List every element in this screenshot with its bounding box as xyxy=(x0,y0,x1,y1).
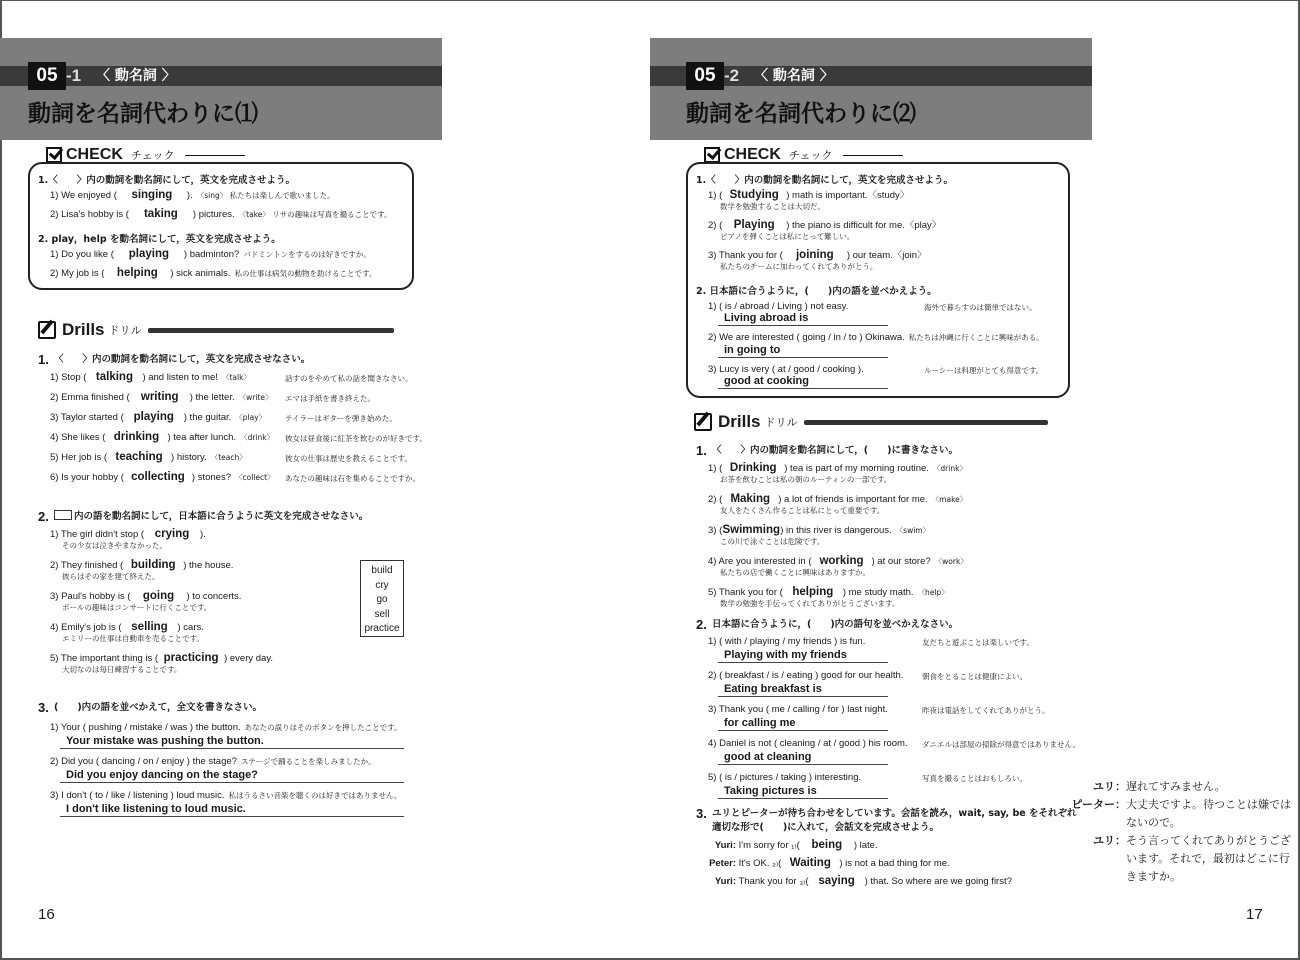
drills-q1-item-5: 5) Thank you for ( helping ) me study math. 〈help〉 xyxy=(708,586,949,598)
check-q1-item-3: 3) Thank you for ( joining ) our team.〈join〉 xyxy=(708,249,927,261)
lesson-sub-number: -1 xyxy=(66,66,82,85)
drills-q2-item-2: 2) They finished ( building ) the house. xyxy=(50,559,234,571)
drills-q3-answer-2: Did you enjoy dancing on the stage? xyxy=(60,768,404,783)
drills-q1-number: 1. xyxy=(696,443,707,458)
check-q2-item-3: 3) Lucy is very ( at / good / cooking ). xyxy=(708,364,864,375)
translation-line: ピーター：大丈夫ですよ。待つことは嫌では xyxy=(1071,798,1291,811)
drills-q3-instruction-line-1: ユリとピーターが待ち合わせをしています。会話を読み，wait, say, be をそれぞれ xyxy=(712,808,1077,819)
drills-q3-item-1: 1) Your ( pushing / mistake / was ) the button. あなたの誤りはそのボタンを押したことです。 xyxy=(50,722,402,733)
drills-q2-item-4: 4) Emily's job is ( selling ) cars. xyxy=(50,621,204,633)
check-q2-answer-3: good at cooking xyxy=(718,374,888,389)
check-q2-item-1: 1) Do you like ( playing ) badminton? バドミントンをするのは好きですか。 xyxy=(50,248,371,260)
lesson-title: 動詞を名詞代わりに⑵ xyxy=(686,101,916,127)
right-page xyxy=(650,0,1300,960)
word-choice-box xyxy=(360,560,404,637)
lesson-sub-number: -2 xyxy=(724,66,740,85)
drills-q3-number: 3. xyxy=(696,806,707,821)
drills-q2-number: 2. xyxy=(38,509,49,524)
drills-q2-item-3-jp: ポールの趣味はコンサートに行くことです。 xyxy=(62,603,212,612)
drills-q2-item-2: 2) ( breakfast / is / eating ) good for our health. xyxy=(708,670,904,681)
word-choice: practice xyxy=(364,623,400,634)
drills-q2-item-1-jp: 友だちと遊ぶことは楽しいです。 xyxy=(922,638,1034,647)
drills-q1-item-4-jp: 彼女は昼食後に紅茶を飲むのが好きです。 xyxy=(285,434,427,443)
drills-q1-item-1-jp: お茶を飲むことは私の朝のルーティンの一部です。 xyxy=(720,475,892,484)
drills-q3-number: 3. xyxy=(38,700,49,715)
check-q2-item-1-jp: 海外で暮らすのは簡単ではない。 xyxy=(924,303,1037,312)
translation-line: ないので。 xyxy=(1126,816,1181,829)
translation-line: きますか。 xyxy=(1126,870,1181,883)
check-q2-instruction: 2. play，help を動名詞にして，英文を完成させよう。 xyxy=(38,234,281,245)
drills-q2-item-2-jp: 彼らはその家を建て終えた。 xyxy=(62,572,160,581)
drills-q2-item-4: 4) Daniel is not ( cleaning / at / good ) his room. xyxy=(708,738,908,749)
drills-heading xyxy=(38,320,394,340)
drills-q1-item-1: 1) Stop ( talking ) and listen to me! 〈talk〉 xyxy=(50,371,251,383)
check-q1-item-1: 1) ( Studying ) math is important.〈study〉 xyxy=(708,189,910,201)
check-heading-rule xyxy=(185,155,245,156)
drills-q1-item-6: 6) Is your hobby ( collecting ) stones? 〈collect〉 xyxy=(50,471,275,483)
drills-q3-instruction: ( )内の語を並べかえて，全文を書きなさい。 xyxy=(54,702,262,713)
drills-q1-item-4-jp: 私たちの店で働くことに興味はありますか。 xyxy=(720,568,870,577)
translation-line: ユリ：遅れてすみません。 xyxy=(1093,780,1226,793)
check-q1-item-2: 2) Lisa's hobby is ( taking ) pictures. 〈take〉 リサの趣味は写真を撮ることです。 xyxy=(50,208,392,220)
word-box-symbol xyxy=(54,510,72,520)
drills-q2-item-5-jp: 大切なのは毎日練習することです。 xyxy=(62,665,182,674)
drills-heading xyxy=(694,412,1048,432)
dialog-translation xyxy=(1070,778,1291,886)
drills-q2-answer-2: Eating breakfast is xyxy=(718,682,888,697)
drills-q1-item-3-jp: この川で泳ぐことは危険です。 xyxy=(720,537,825,546)
check-q2-item-1: 1) ( is / abroad / Living ) not easy. xyxy=(708,301,849,312)
drills-q3-instruction-line-2: 適切な形で( )に入れて，会話文を完成させよう。 xyxy=(712,822,939,833)
page-number: 16 xyxy=(38,906,55,923)
pencil-note-icon xyxy=(38,321,56,339)
check-q2-answer-1: Living abroad is xyxy=(718,311,888,326)
lesson-number: 05 xyxy=(686,62,724,90)
lesson-category: 〈 動名詞 〉 xyxy=(96,68,176,84)
drills-q1-item-3: 3) (Swimming) in this river is dangerous. 〈swim〉 xyxy=(708,524,931,536)
drills-q3-item-2: 2) Did you ( dancing / on / enjoy ) the stage? ステージで踊ることを楽しみましたか。 xyxy=(50,756,376,767)
drills-q1-item-2-jp: エマは手紙を書き終えた。 xyxy=(285,394,375,403)
check-heading-rule xyxy=(843,155,903,156)
drills-heading-bar xyxy=(804,420,1048,425)
drills-q2-answer-3: for calling me xyxy=(718,716,888,731)
check-q1-instruction: 1.〈 〉内の動詞を動名詞にして，英文を完成させよう。 xyxy=(38,175,296,186)
check-q2-answer-2: in going to xyxy=(718,343,888,358)
drills-q1-item-5: 5) Her job is ( teaching ) history. 〈teach〉 xyxy=(50,451,247,463)
drills-q1-instruction: 〈 〉内の動詞を動名詞にして，英文を完成させなさい。 xyxy=(54,354,311,365)
check-q1-item-2: 2) ( Playing ) the piano is difficult for me.〈play〉 xyxy=(708,219,942,231)
translation-line: います。それで，最初はどこに行 xyxy=(1126,852,1290,865)
drills-q2-item-3: 3) Thank you ( me / calling / for ) last night. xyxy=(708,704,888,715)
check-heading-label: CHECK xyxy=(724,146,781,163)
drills-q3-item-3: 3) I don't ( to / like / listening ) loud music. 私はうるさい音楽を聴くのは好きではありません。 xyxy=(50,790,402,801)
drills-q3-answer-1: Your mistake was pushing the button. xyxy=(60,734,404,749)
drills-q1-number: 1. xyxy=(38,352,49,367)
drills-q2-item-2-jp: 朝食をとることは健康によい。 xyxy=(922,672,1027,681)
drills-q2-item-1-jp: その少女は泣きやまなかった。 xyxy=(62,541,167,550)
drills-q1-item-2: 2) Emma finished ( writing ) the letter. 〈write〉 xyxy=(50,391,273,403)
word-choice: build xyxy=(371,565,393,576)
drills-q1-item-1-jp: 話すのをやめて私の話を聞きなさい。 xyxy=(285,374,413,383)
drills-q1-item-6-jp: あなたの趣味は石を集めることですか。 xyxy=(285,474,420,483)
checkbox-icon xyxy=(704,147,720,163)
drills-q1-item-4: 4) Are you interested in ( working ) at our store? 〈work〉 xyxy=(708,555,968,567)
dialog-line-3: Yuri: Thank you for ₃₎( saying ) that. So where are we going first? xyxy=(714,875,1012,887)
drills-q1-item-1: 1) ( Drinking ) tea is part of my morning routine. 〈drink〉 xyxy=(708,462,967,474)
drills-q2-answer-1: Playing with my friends xyxy=(718,648,888,663)
drills-heading-label: Drills xyxy=(62,320,105,339)
drills-q2-item-1: 1) The girl didn't stop ( crying ). xyxy=(50,528,206,540)
drills-heading-label: Drills xyxy=(718,412,761,431)
pencil-note-icon xyxy=(694,413,712,431)
drills-q2-item-3-jp: 昨夜は電話をしてくれてありがとう。 xyxy=(922,706,1050,715)
check-q2-instruction: 2. 日本語に合うように，( )内の語を並べかえよう。 xyxy=(696,286,937,297)
drills-q2-item-1: 1) ( with / playing / my friends ) is fun. xyxy=(708,636,866,647)
check-q1-instruction: 1.〈 〉内の動詞を動名詞にして，英文を完成させよう。 xyxy=(696,175,954,186)
dialog-line-2: Peter: It's OK. ₂₎( Waiting ) is not a bad thing for me. xyxy=(709,857,950,869)
lesson-category: 〈 動名詞 〉 xyxy=(754,68,834,84)
drills-q2-answer-4: good at cleaning xyxy=(718,750,888,765)
check-q1-item-3-jp: 私たちのチームに加わってくれてありがとう。 xyxy=(720,262,878,271)
drills-q1-instruction: 〈 〉内の動詞を動名詞にして，( )に書きなさい。 xyxy=(712,445,958,456)
drills-q1-item-3: 3) Taylor started ( playing ) the guitar. 〈play〉 xyxy=(50,411,267,423)
check-heading-jp: チェック xyxy=(130,149,175,162)
page-number: 17 xyxy=(1246,906,1263,923)
drills-q2-answer-5: Taking pictures is xyxy=(718,784,888,799)
lesson-header xyxy=(650,38,1092,140)
lesson-number: 05 xyxy=(28,62,66,90)
check-heading-jp: チェック xyxy=(788,149,833,162)
check-q1-item-2-jp: ピアノを弾くことは私にとって難しい。 xyxy=(720,232,855,241)
drills-heading-bar xyxy=(148,328,394,333)
dialog-line-1: Yuri: I'm sorry for ₁₎( being ) late. xyxy=(714,839,878,851)
drills-q2-item-4-jp: ダニエルは部屋の掃除が得意ではありません。 xyxy=(922,740,1080,749)
drills-q1-item-4: 4) She likes ( drinking ) tea after lunch. 〈drink〉 xyxy=(50,431,275,443)
checkbox-icon xyxy=(46,147,62,163)
word-choice: go xyxy=(376,594,388,605)
check-q2-item-3-jp: ルーシーは料理がとても得意です。 xyxy=(924,366,1044,375)
drills-q2-item-5: 5) The important thing is ( practicing ) every day. xyxy=(50,652,274,664)
drills-q2-item-3: 3) Paul's hobby is ( going ) to concerts. xyxy=(50,590,242,602)
drills-q1-item-2-jp: 友人をたくさん作ることは私にとって重要です。 xyxy=(720,506,885,515)
lesson-title: 動詞を名詞代わりに⑴ xyxy=(28,101,258,127)
lesson-header xyxy=(0,38,442,140)
translation-line: ユリ：そう言ってくれてありがとうござ xyxy=(1093,834,1291,847)
check-q1-item-1: 1) We enjoyed ( singing ). 〈sing〉 私たちは楽しんで歌いました。 xyxy=(50,189,335,201)
drills-q1-item-5-jp: 数学の勉強を手伝ってくれてありがとうございます。 xyxy=(720,599,900,608)
check-q2-item-2: 2) We are interested ( going / in / to ) Okinawa. 私たちは沖縄に行くことに興味がある。 xyxy=(708,332,1044,343)
check-q1-item-1-jp: 数学を勉強することは大切だ。 xyxy=(720,202,825,211)
check-heading-label: CHECK xyxy=(66,146,123,163)
drills-q2-instruction: 内の語を動名詞にして，日本語に合うように英文を完成させなさい。 xyxy=(54,510,368,523)
drills-q2-item-4-jp: エミリーの仕事は自動車を売ることです。 xyxy=(62,634,204,643)
check-q2-item-2: 2) My job is ( helping ) sick animals. 私の仕事は病気の動物を助けることです。 xyxy=(50,267,377,279)
drills-q2-item-5-jp: 写真を撮ることはおもしろい。 xyxy=(922,774,1027,783)
drills-heading-jp: ドリル xyxy=(108,324,142,337)
drills-q2-item-5: 5) ( is / pictures / taking ) interesting. xyxy=(708,772,862,783)
drills-q1-item-5-jp: 彼女の仕事は歴史を教えることです。 xyxy=(285,454,412,463)
drills-q2-instruction: 日本語に合うように，( )内の語句を並べかえなさい。 xyxy=(712,619,959,630)
drills-q3-answer-3: I don't like listening to loud music. xyxy=(60,802,404,817)
word-choice: cry xyxy=(375,579,389,591)
word-choice: sell xyxy=(374,608,390,620)
drills-q1-item-3-jp: テイラーはギターを弾き始めた。 xyxy=(285,414,397,423)
drills-heading-jp: ドリル xyxy=(764,416,798,429)
drills-q2-number: 2. xyxy=(696,617,707,632)
drills-q1-item-2: 2) ( Making ) a lot of friends is important for me. 〈make〉 xyxy=(708,493,968,505)
